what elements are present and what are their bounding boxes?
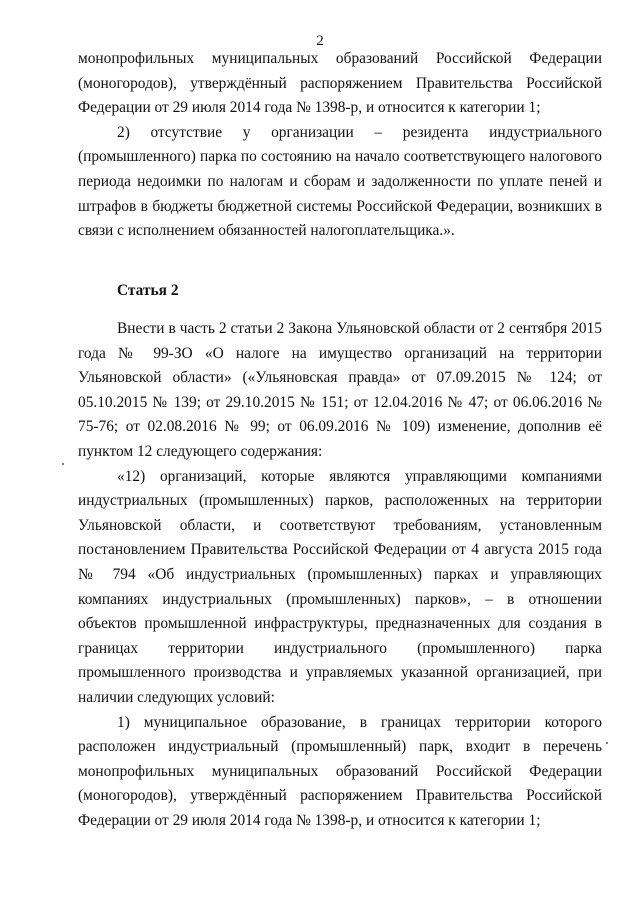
clause-12-paragraph: «12) организаций, которые являются управляющими компаниями индустриальных (промышленных) парков, расположенных на территории Ульяновской области, и соответствуют требованиям, установленным постановлением Правительства Российской Федерации от 4 августа 2015 года № 794 «Об индустриальных (промышленных) парках и управляющих компаниях индустриальных (промышленных) парков», – в отношении объектов промышленной инфраструктуры, предназначенных для создания в границах территории индустриального (промышленного) парка промышленного производства и управляемых указанной организацией, при наличии следующих условий: [78,467,602,706]
scan-speck [62,463,64,465]
condition-2-paragraph: 2) отсутствие у организации – резидента индустриального (промышленного) парка по состоянию на начало соответствующего налогового периода недоимки по налогам и сборам и задолженности по уплате пеней и штрафов в бюджеты бюджетной системы Российской Федерации, возникших в связи с исполнением обязанностей налогоплательщика.». [78,123,602,240]
condition-1-paragraph: 1) муниципальное образование, в границах территории которого расположен индустриальный (промышленный) парк, входит в перечень монопрофильных муниципальных образований Российской Федерации (моногородов), утверждённый распоряжением Правительства Российской Федерации от 29 июля 2014 года № 1398-р, и относится к категории 1; [78,713,602,829]
continuation-paragraph: монопрофильных муниципальных образований Российской Федерации (моногородов), утверждённый распоряжением Правительства Российской Федерации от 29 июля 2014 года № 1398-р, и относится к категории 1; [78,50,602,117]
continuation-block [78,47,602,244]
scan-speck [606,742,608,744]
amendment-paragraph: Внести в часть 2 статьи 2 Закона Ульяновской области от 2 сентября 2015 года № 99-ЗО «О налоге на имущество организаций на территории Ульяновской области» («Ульяновская правда» от 07.09.2015 № 124; от 05.10.2015 № 139; от 29.10.2015 № 151; от 12.04.2016 № 47; от 06.06.2016 № 75-76; от 02.08.2016 № 99; от 06.09.2016 № 109) изменение, дополнив её пунктом 12 следующего содержания: [78,320,602,460]
article-heading: Статья 2 [117,282,179,299]
page-number: 2 [316,33,324,49]
article-body [78,317,602,833]
